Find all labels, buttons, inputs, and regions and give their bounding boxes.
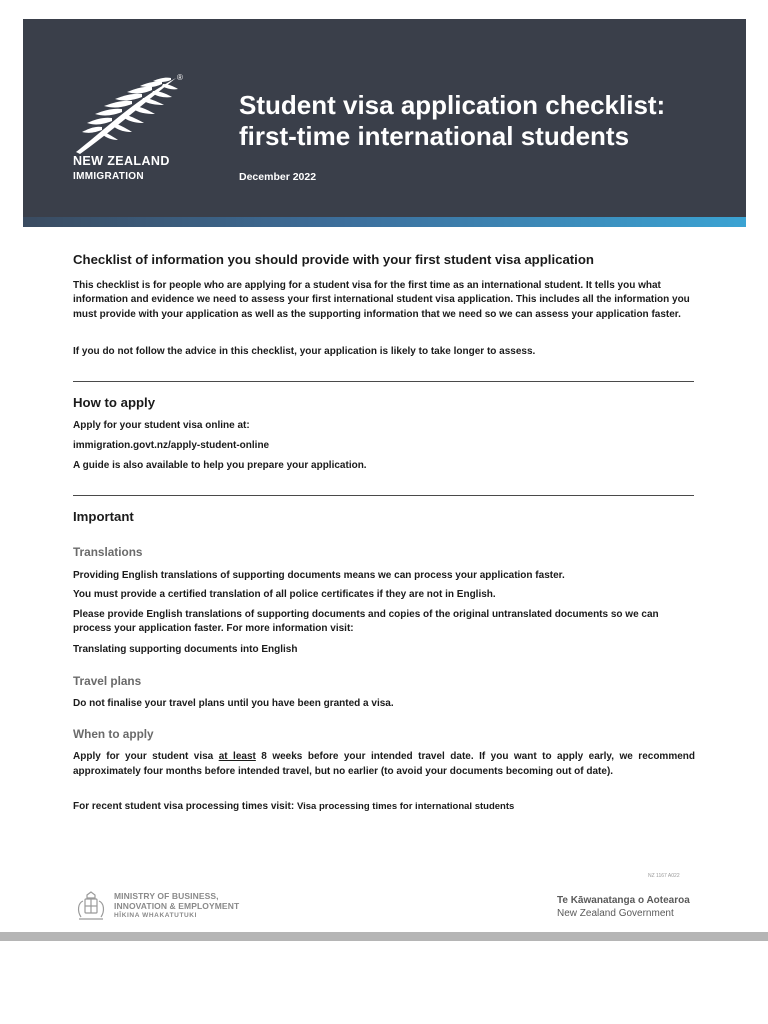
travel-plans-paragraph: Do not finalise your travel plans until you have been granted a visa. — [73, 698, 394, 709]
mbie-line1: MINISTRY OF BUSINESS, — [114, 891, 219, 901]
brand-name-line2: IMMIGRATION — [73, 171, 144, 182]
translations-heading: Translations — [73, 545, 143, 559]
when-to-apply-text-end: 8 weeks before your intended travel date. If you want to apply early, we recommend approximately four months before intended travel, but no earlier (to avoid your documents becoming out of date). — [73, 751, 695, 777]
page-title-line2: first-time international students — [239, 121, 630, 151]
how-to-apply-heading: How to apply — [73, 395, 156, 410]
intro-warning: If you do not follow the advice in this checklist, your application is likely to take longer to assess. — [73, 346, 536, 357]
registered-trademark: ® — [177, 73, 183, 82]
mbie-line3: HĪKINA WHAKATUTUKI — [114, 912, 198, 919]
mbie-line2: INNOVATION & EMPLOYMENT — [114, 900, 240, 911]
page-title-line1: Student visa application checklist: — [239, 90, 666, 120]
processing-times-link[interactable]: Visa processing times for international students — [296, 801, 515, 812]
processing-times-line — [73, 800, 695, 814]
header-accent-stripe — [23, 217, 746, 227]
intro-paragraph: This checklist is for people who are applying for a student visa for the first time as an international student. It tells you what information and evidence we need to assess your first international student visa application. This includes all the information you must provide with your application as well as the supporting information that we need so we can assess your application faster. — [73, 280, 690, 320]
section-divider — [73, 381, 694, 382]
translations-paragraph-2: You must provide a certified translation of all police certificates if they are not in English. — [73, 589, 496, 600]
how-to-apply-text: Apply for your student visa online at: — [73, 420, 250, 431]
document-reference-code: NZ 1167 A022 — [648, 873, 680, 879]
processing-times-lead: For recent student visa processing times visit: — [73, 801, 297, 812]
page-title — [239, 90, 719, 152]
gov-english-name: New Zealand Government — [557, 908, 674, 919]
footer-bar — [0, 932, 768, 941]
important-heading: Important — [73, 509, 134, 524]
mbie-logo-text — [114, 892, 239, 920]
guide-text: A guide is also available to help you prepare your application. — [73, 460, 367, 471]
when-to-apply-text-start: Apply for your student visa — [73, 751, 219, 762]
brand-name-line1: NEW ZEALAND — [73, 154, 170, 168]
gov-maori-name: Te Kāwanatanga o Aotearoa — [557, 895, 690, 906]
travel-plans-heading: Travel plans — [73, 674, 142, 688]
silver-fern-logo-icon — [72, 72, 192, 154]
apply-online-link[interactable]: immigration.govt.nz/apply-student-online — [73, 440, 270, 451]
coat-of-arms-icon — [73, 891, 109, 923]
at-least-emphasis: at least — [218, 751, 256, 762]
when-to-apply-paragraph — [73, 750, 695, 779]
intro-heading: Checklist of information you should provide with your first student visa application — [73, 252, 594, 267]
translations-paragraph-1: Providing English translations of supporting documents means we can process your application faster. — [73, 570, 565, 581]
publication-date: December 2022 — [239, 171, 317, 183]
section-divider — [73, 495, 694, 496]
when-to-apply-heading: When to apply — [73, 727, 154, 741]
nz-government-logo-text — [557, 894, 690, 920]
translations-paragraph-3: Please provide English translations of supporting documents and copies of the original untranslated documents so we can process your application faster. For more information visit: — [73, 609, 659, 635]
translating-documents-link[interactable]: Translating supporting documents into English — [73, 644, 298, 655]
